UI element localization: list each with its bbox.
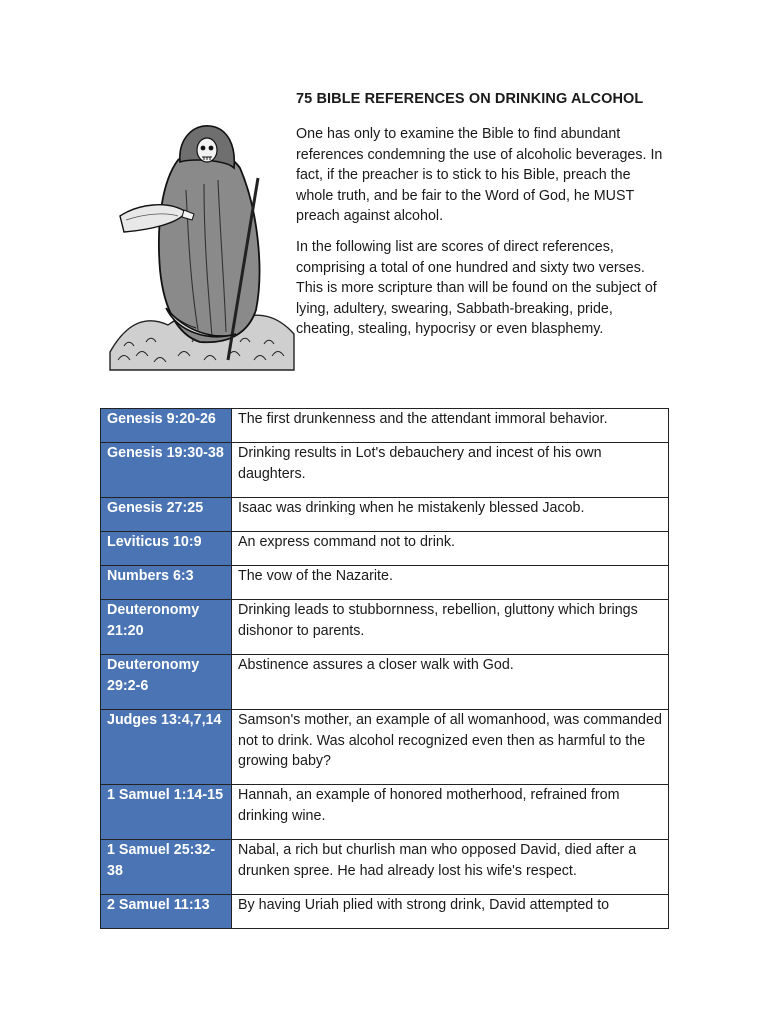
reference-cell: Deuteronomy 29:2-6 — [101, 655, 232, 710]
description-cell: Nabal, a rich but churlish man who opposed David, died after a drunken spree. He had already lost his wife's respect. — [232, 840, 669, 895]
grim-reaper-illustration — [108, 120, 296, 372]
description-cell: Samson's mother, an example of all womanhood, was commanded not to drink. Was alcohol recognized even then as harmful to the growing baby? — [232, 710, 669, 785]
reference-cell: Genesis 19:30-38 — [101, 443, 232, 498]
reference-cell: Deuteronomy 21:20 — [101, 600, 232, 655]
reference-cell: Leviticus 10:9 — [101, 532, 232, 566]
reference-cell: 2 Samuel 11:13 — [101, 895, 232, 929]
description-cell: Isaac was drinking when he mistakenly blessed Jacob. — [232, 498, 669, 532]
table-row — [101, 532, 669, 566]
reference-cell: Judges 13:4,7,14 — [101, 710, 232, 785]
table-row — [101, 443, 669, 498]
reference-cell: Genesis 9:20-26 — [101, 409, 232, 443]
table-row — [101, 566, 669, 600]
table-row — [101, 785, 669, 840]
description-cell: An express command not to drink. — [232, 532, 669, 566]
reference-cell: Numbers 6:3 — [101, 566, 232, 600]
grim-reaper-icon — [108, 120, 296, 372]
table-row — [101, 895, 669, 929]
document-title: 75 BIBLE REFERENCES ON DRINKING ALCOHOL — [296, 91, 644, 107]
description-cell: Drinking leads to stubbornness, rebellion, gluttony which brings dishonor to parents. — [232, 600, 669, 655]
intro-section — [296, 88, 668, 350]
table-row — [101, 600, 669, 655]
reference-cell: 1 Samuel 1:14-15 — [101, 785, 232, 840]
description-cell: The first drunkenness and the attendant immoral behavior. — [232, 409, 669, 443]
table-row — [101, 655, 669, 710]
reference-cell: Genesis 27:25 — [101, 498, 232, 532]
intro-paragraph-1: One has only to examine the Bible to find abundant references condemning the use of alcoholic beverages. In fact, if the preacher is to stick to his Bible, preach the whole truth, and be fair to the Word of God, he MUST preach against alcohol. — [296, 126, 663, 225]
table-row — [101, 840, 669, 895]
description-cell: Hannah, an example of honored motherhood, refrained from drinking wine. — [232, 785, 669, 840]
description-cell: Drinking results in Lot's debauchery and incest of his own daughters. — [232, 443, 669, 498]
description-cell: Abstinence assures a closer walk with God. — [232, 655, 669, 710]
description-cell: By having Uriah plied with strong drink, David attempted to — [232, 895, 669, 929]
reference-cell: 1 Samuel 25:32-38 — [101, 840, 232, 895]
table-row — [101, 710, 669, 785]
table-row — [101, 409, 669, 443]
intro-paragraph-2: In the following list are scores of direct references, comprising a total of one hundred and sixty two verses. This is more scripture than will be found on the subject of lying, adultery, swearing, Sabbath-breaking, pride, cheating, stealing, hypocrisy or even blasphemy. — [296, 238, 657, 338]
bible-references-table — [100, 408, 669, 929]
table-row — [101, 498, 669, 532]
description-cell: The vow of the Nazarite. — [232, 566, 669, 600]
